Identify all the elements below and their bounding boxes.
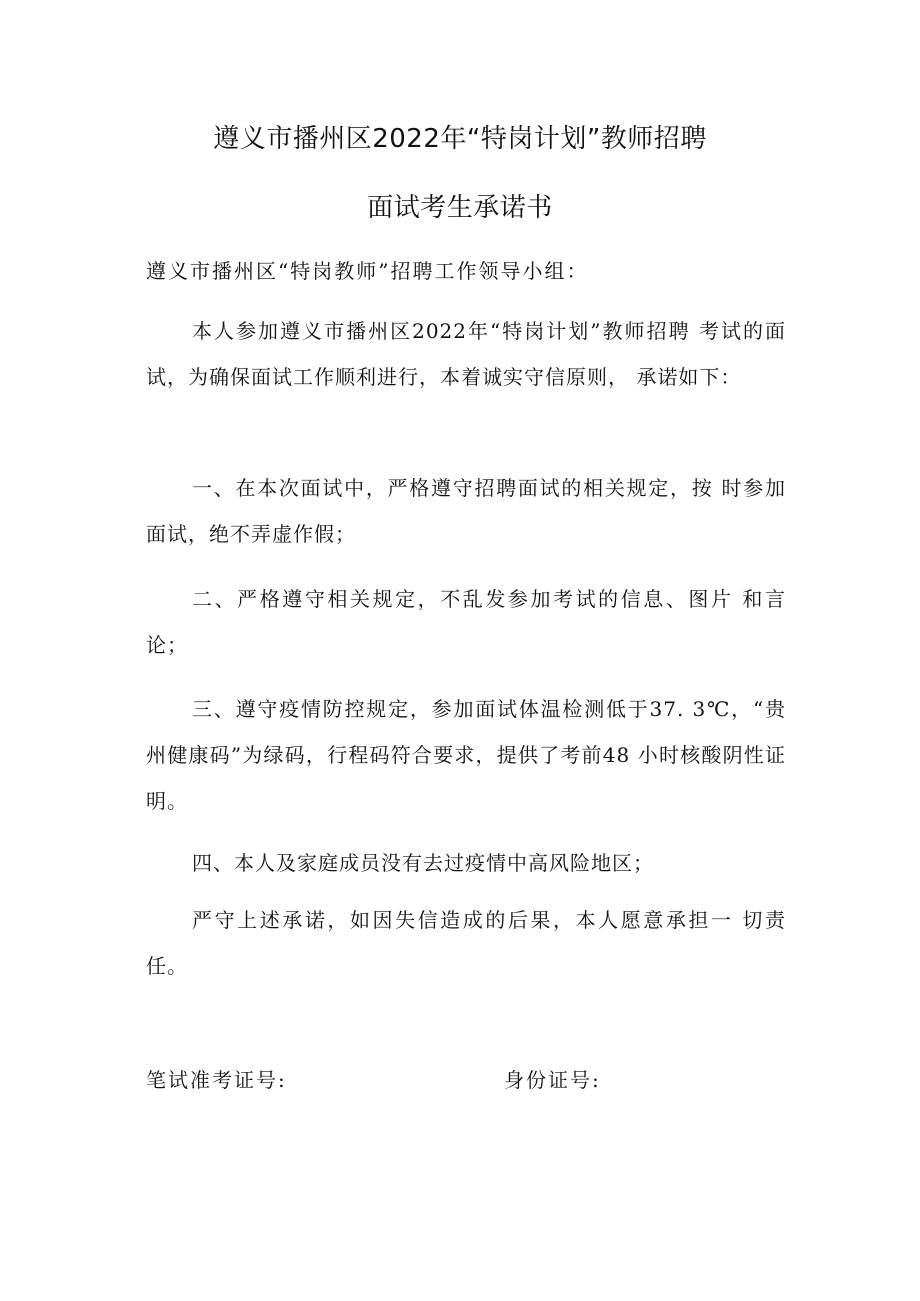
paragraph-item-4: 四、本人及家庭成员没有去过疫情中高风险地区； <box>192 851 654 875</box>
paragraph-item-3: 三、遵守疫情防控规定，参加面试体温检测低于37. 3℃，“贵州健康码”为绿码，行程码符合要求，提供了考前48 小时核酸阴性证明。 <box>146 697 786 813</box>
id-number-label: 身份证号: <box>504 1068 601 1092</box>
paragraph-closing: 严守上述承诺，如因失信造成的后果，本人愿意承担一 切责任。 <box>146 908 786 978</box>
paragraph-item-1: 一、在本次面试中，严格遵守招聘面试的相关规定，按 时参加面试，绝不弄虚作假； <box>146 476 786 546</box>
document-title-line-2: 面试考生承诺书 <box>367 193 553 223</box>
paragraph-intro: 本人参加遵义市播州区2022年“特岗计划”教师招聘 考试的面试，为确保面试工作顺利进行，本着诚实守信原则， 承诺如下： <box>146 319 786 389</box>
exam-ticket-number-label: 笔试准考证号: <box>146 1068 287 1092</box>
salutation: 遵义市播州区“特岗教师”招聘工作领导小组： <box>146 259 589 283</box>
document-title-line-1: 遵义市播州区2022年“特岗计划”教师招聘 <box>213 124 707 154</box>
paragraph-item-2: 二、严格遵守相关规定，不乱发参加考试的信息、图片 和言论； <box>146 587 786 657</box>
